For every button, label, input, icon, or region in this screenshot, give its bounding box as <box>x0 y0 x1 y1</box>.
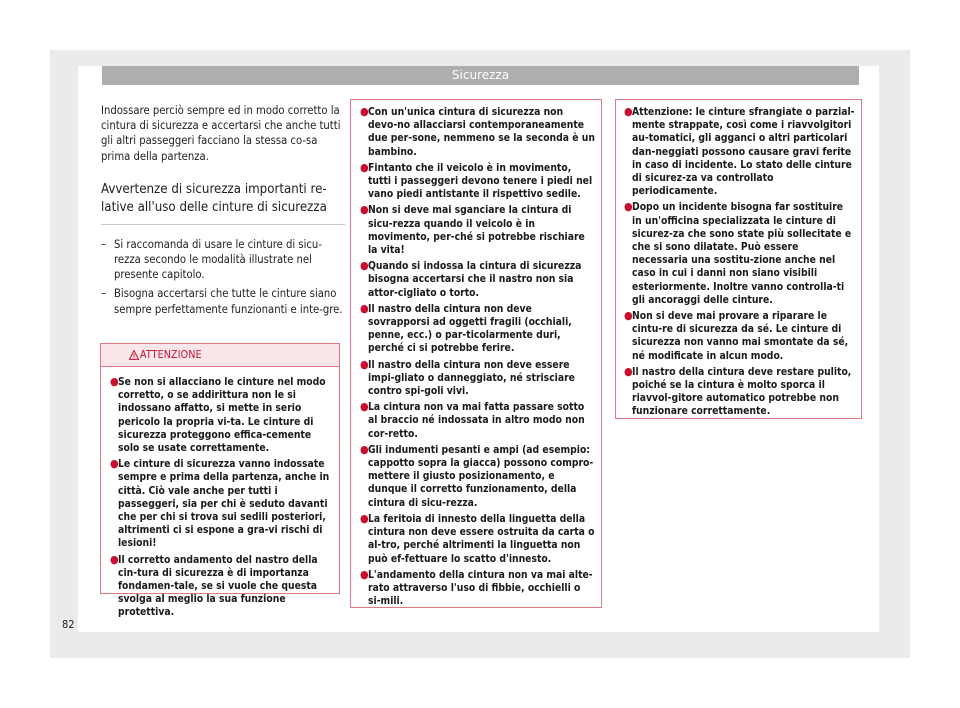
warning-continued-box <box>350 99 602 608</box>
bullet-icon: ● <box>360 442 369 456</box>
bullet-icon: ● <box>360 357 369 371</box>
list-item: ● Non si deve mai provare a riparare le cintu-re di sicurezza da sé. Le cinture di sicurezza non vanno mai smontate da sé, né modificate in alcun modo. <box>624 309 849 362</box>
list-item: ● L'andamento della cintura non va mai alte-rato attraverso l'uso di fibbie, occhielli o si-mili. <box>360 567 593 608</box>
list-item: ● La feritoia di innesto della linguetta della cintura non deve essere ostruita da carta o al-tro, perché altrimenti la linguetta non può ef-fettuare lo scatto d'innesto. <box>360 511 595 565</box>
warning-header <box>101 344 339 367</box>
warning-triangle-icon <box>129 350 139 360</box>
list-item: ● Se non si allacciano le cinture nel modo corretto, o se addirittura non le si indossano affatto, si mette in serio pericolo la propria vi-ta. Le cinture di sicurezza proteggono effica-cemente solo se usate correttamente. <box>110 375 326 455</box>
bullet-icon: ● <box>360 160 369 174</box>
bullet-icon: ● <box>360 567 369 581</box>
intro-paragraph: Indossare perciò sempre ed in modo corretto la cintura di sicurezza e accertarsi che anche tutti gli altri passeggeri facciano la stessa co-sa prima della partenza. <box>101 104 341 163</box>
bullet-icon: ● <box>360 301 369 315</box>
list-item: ● Gli indumenti pesanti e ampi (ad esempio: cappotto sopra la giacca) possono compro-mettere il giusto posizionamento, e dunque il corretto funzionamento, della cintura di sicu-rezza. <box>360 442 594 509</box>
list-item: ● Attenzione: le cinture sfrangiate o parzial-mente strappate, così come i riavvolgitori au-tomatici, gli agganci o altri particolari dan-neggiati possono causare gravi ferite in caso di incidente. Lo stato delle cinture di sicurez-za va controllato periodicamente. <box>624 105 855 198</box>
warning-list <box>101 367 339 620</box>
list-item: ● Fintanto che il veicolo è in movimento, tutti i passeggeri devono tenere i piedi nel vano piedi antistante il rispettivo sedile. <box>360 160 593 201</box>
page-number: 82 <box>62 618 75 631</box>
section-subheading: Avvertenze di sicurezza importanti re-lative all'uso delle cinture di sicurezza <box>101 181 345 225</box>
warning-continued-box-2 <box>615 99 862 419</box>
list-item: ● Il nastro della cintura deve restare pulito, poiché se la cintura è molto sporca il riavvol-gitore automatico potrebbe non funzionare correttamente. <box>624 364 852 418</box>
bullet-icon: ● <box>110 375 119 388</box>
list-item: ● Dopo un incidente bisogna far sostituire in un'officina specializzata le cinture di sicurez-za che sono state più sollecitate e che si sono dilatate. Può essere necessaria una sostitu-zione anche nel caso in cui i danni non siano visibili esteriormente. Inoltre vanno controlla-ti gli ancoraggi delle cinture. <box>624 200 852 306</box>
warning-label: ATTENZIONE <box>140 349 202 361</box>
bullet-icon: ● <box>360 259 369 273</box>
warning-list-continued-2 <box>624 106 856 419</box>
warning-list-continued <box>360 106 595 608</box>
bullet-icon: ● <box>624 309 633 323</box>
bullet-icon: ● <box>624 105 633 118</box>
list-item: ● La cintura non va mai fatta passare sotto al braccio né indossata in altro modo non cor-retto. <box>360 400 585 440</box>
bullet-icon: ● <box>360 105 369 118</box>
bullet-icon: ● <box>110 457 119 471</box>
bullet-icon: ● <box>110 552 119 566</box>
list-item: ● Con un'unica cintura di sicurezza non devo-no allacciarsi contemporaneamente due per-sone, nemmeno se la seconda è un bambino. <box>360 105 595 158</box>
section-header: Sicurezza <box>102 66 859 85</box>
list-item: ● Non si deve mai sganciare la cintura di sicu-rezza quando il veicolo è in movimento, per-ché si potrebbe rischiare la vita! <box>360 203 585 257</box>
list-item: – Si raccomanda di usare le cinture di sicu-rezza secondo le modalità illustrate nel presente capitolo. <box>101 237 322 282</box>
list-item: ● Il nastro della cintura non deve sovrapporsi ad oggetti fragili (occhiali, penne, ecc.) o par-ticolarmente duri, perché ci si potrebbe ferire. <box>360 301 572 355</box>
warning-box <box>100 343 340 619</box>
left-column <box>101 103 345 321</box>
list-item: ● Le cinture di sicurezza vanno indossate sempre e prima della partenza, anche in città. Ciò vale anche per tutti i passeggeri, sia per chi è seduto davanti che per chi si trova sui sedili posteriori, altrimenti ci si espone a gra-vi rischi di lesioni! <box>110 457 330 550</box>
bullet-icon: ● <box>360 511 369 525</box>
bullet-icon: ● <box>624 364 633 378</box>
list-item: ● Quando si indossa la cintura di sicurezza bisogna accertarsi che il nastro non sia attor-cigliato o torto. <box>360 259 582 299</box>
list-item: – Bisogna accertarsi che tutte le cinture siano sempre perfettamente funzionanti e inte-gre. <box>101 287 343 316</box>
list-item: ● Il nastro della cintura non deve essere impi-gliato o danneggiato, né strisciare contro spi-goli vivi. <box>360 357 575 398</box>
dash-list <box>101 237 345 317</box>
bullet-icon: ● <box>360 203 369 217</box>
bullet-icon: ● <box>360 400 369 414</box>
list-item: ● Il corretto andamento del nastro della cin-tura di sicurezza è di importanza fondamen-tale, se si vuole che questa svolga al meglio la sua funzione protettiva. <box>110 552 318 619</box>
bullet-icon: ● <box>624 200 633 214</box>
